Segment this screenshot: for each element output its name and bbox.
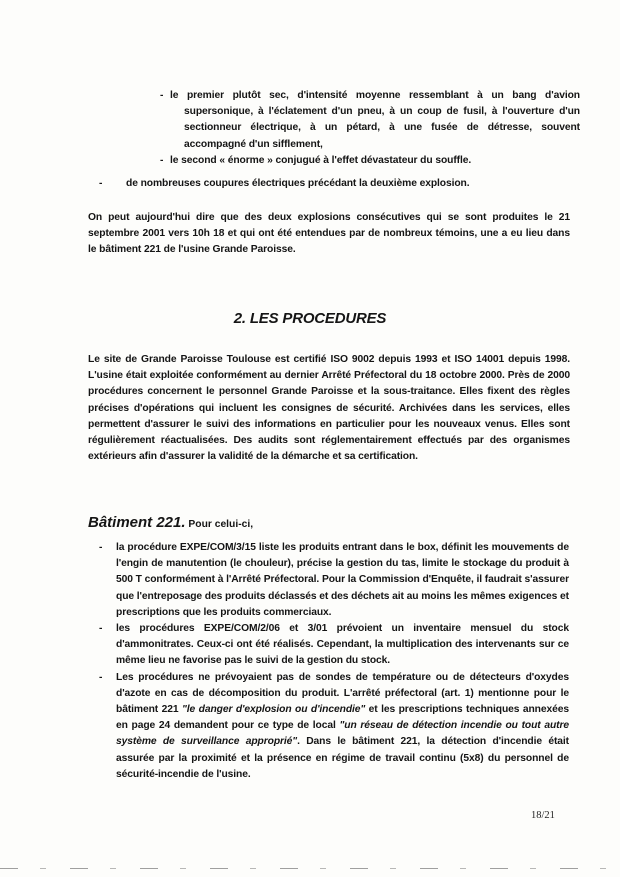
list-marker: - — [99, 542, 103, 553]
bullet-text: de nombreuses coupures électriques précédant la deuxième explosion. — [126, 178, 470, 189]
quote-italic: "un réseau de détection incendie ou tout autre système de surveillance approprié" — [116, 720, 570, 748]
paragraph: Le site de Grande Paroisse Toulouse est certifié ISO 9002 depuis 1993 et ISO 14001 depuis 1998. L'usine était exploitée conformément au dernier Arrêté Préfectoral du 18 octobre 2000. Près de 2000 procédures concernent le personnel Grande Paroisse et la sous-traitance. Elles fixent des règles précises d'opérations qui incluent les consignes de sécurité. Archivées dans les services, elles permettent d'assurer le suivi des informations en particulier pour les nouveaux venus. Elles sont régulièrement réactualisées. Des audits sont réglementairement effectués par des organismes extérieurs afin d'assurer la validité de la démarche et sa certification. — [88, 354, 570, 463]
top-bullet — [99, 176, 569, 192]
list-item — [160, 153, 580, 169]
section-heading: 2. LES PROCEDURES — [233, 310, 387, 327]
list-item — [160, 88, 580, 153]
subsection-heading — [88, 514, 570, 532]
scan-artifact-line — [0, 868, 620, 869]
list-item — [99, 621, 569, 670]
quote-italic: "le danger d'explosion ou d'incendie" — [181, 704, 366, 716]
text-run: . Dans le bâtiment 221, la détection d'incendie était assurée par la proximité et la présence en régime de travail continu (5x8) du personnel de sécurité-incendie de l'usine. — [116, 736, 569, 780]
text-line: le premier plutôt sec, d'intensité moyenne ressemblant à un bang d'avion — [170, 90, 580, 101]
subsection-intro: Pour celui-ci, — [185, 519, 254, 530]
list-item — [99, 670, 569, 783]
text-line: supersonique, à l'éclatement d'un pneu, à un coup de fusil, à l'ouverture d'un — [184, 106, 580, 118]
list-item — [99, 540, 569, 621]
page-number: 18/21 — [531, 810, 555, 821]
text-run: et les prescriptions techniques annexées en page 24 demandent pour ce type de local — [116, 704, 570, 732]
list-marker: - — [99, 671, 103, 683]
list-marker: - — [160, 90, 164, 101]
paragraph: On peut aujourd'hui dire que des deux explosions consécutives qui se sont produites le 21 septembre 2001 vers 10h 18 et qui ont été entendues par de nombreux témoins, une a eu lieu dans le bâtiment 221 de l'usine Grande Paroisse. — [88, 212, 570, 256]
text-line: le second « énorme » conjugué à l'effet dévastateur du souffle. — [170, 154, 472, 166]
text-run: Les procédures ne prévoyaient pas de sondes de température ou de détecteurs d'oxydes d'azote en cas de décomposition du produit. L'arrêté préfectoral (art. 1) mentionne pour le bâtiment 221 — [116, 671, 569, 716]
list-marker: - — [99, 623, 103, 635]
text-line: accompagné d'un sifflement, — [184, 138, 323, 150]
list-item-text: la procédure EXPE/COM/3/15 liste les produits entrant dans le box, définit les mouvements de l'engin de manutention (le chouleur), précise la gestion du tas, limite le stockage du produit à 500 T conformément à l'Arrêté Préfectoral. Pour la Commission d'Enquête, il faudrait s'assurer que l'entreposage des produits déclassés et des déchets ait au moins les mêmes exigences et prescriptions que les produits commerciaux. — [116, 542, 569, 618]
procedure-list — [99, 540, 569, 783]
text-line: sectionneur électrique, à un pétard, à une fusée de détresse, souvent — [184, 122, 580, 134]
nested-list — [160, 88, 580, 169]
list-item-text: les procédures EXPE/COM/2/06 et 3/01 prévoient un inventaire mensuel du stock d'ammonitrates. Ceux-ci ont été réalisés. Cependant, la multiplication des intervenants sur ce même lieu ne favorise pas le suivi de la gestion du stock. — [116, 623, 569, 667]
list-marker: - — [160, 154, 164, 166]
list-item-text — [116, 670, 569, 783]
list-marker: - — [99, 178, 103, 189]
subsection-title: Bâtiment 221. — [88, 514, 186, 531]
